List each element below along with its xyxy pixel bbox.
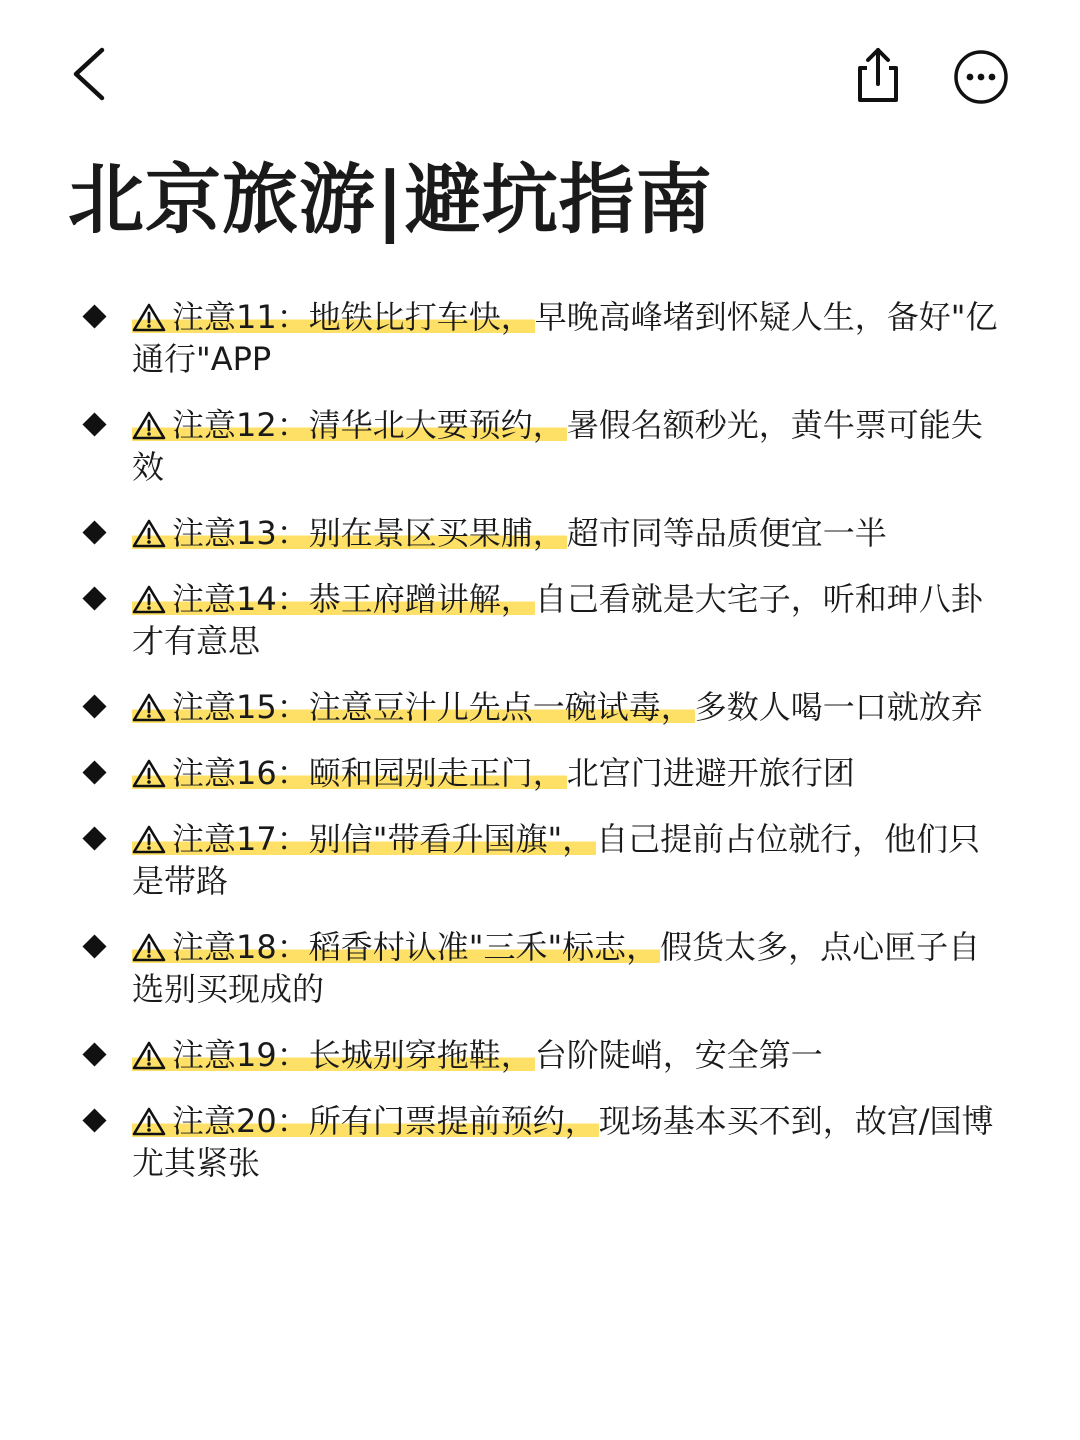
- tip-label: 注意17：别信"带看升国旗"，: [172, 820, 595, 858]
- tip-description: 多数人喝一口就放弃: [694, 688, 983, 726]
- diamond-bullet-icon: [82, 934, 106, 958]
- tip-label: 注意18：稻香村认准"三禾"标志，: [172, 928, 659, 966]
- tip-description: 早晚高峰堵到怀疑人生，备好"亿通行"APP: [132, 298, 998, 378]
- diamond-bullet-icon: [82, 1108, 106, 1132]
- tip-label: 注意14：恭王府蹭讲解，: [172, 580, 533, 618]
- tip-label: 注意12：清华北大要预约，: [172, 406, 565, 444]
- tip-label: 注意19：长城别穿拖鞋，: [172, 1036, 533, 1074]
- list-item: [80, 926, 1010, 1010]
- warning-icon: [132, 930, 166, 960]
- tip-highlight: [132, 514, 567, 552]
- tip-highlight: [132, 688, 695, 726]
- diamond-bullet-icon: [82, 304, 106, 328]
- page-title: 北京旅游|避坑指南: [68, 155, 713, 244]
- tip-highlight: [132, 1102, 599, 1140]
- tip-label: 注意20：所有门票提前预约，: [172, 1102, 597, 1140]
- tip-description: 台阶陡峭，安全第一: [534, 1036, 823, 1074]
- list-item: [80, 1100, 1010, 1184]
- warning-icon: [132, 690, 166, 720]
- tip-label: 注意16：颐和园别走正门，: [172, 754, 565, 792]
- share-icon: [848, 42, 908, 106]
- top-bar: [0, 0, 1080, 150]
- tip-highlight: [132, 298, 535, 336]
- diamond-bullet-icon: [82, 760, 106, 784]
- tip-description: 超市同等品质便宜一半: [566, 514, 887, 552]
- diamond-bullet-icon: [82, 586, 106, 610]
- tip-description: 假货太多，点心匣子自选别买现成的: [132, 928, 981, 1008]
- more-button[interactable]: [952, 48, 1010, 106]
- warning-icon: [132, 1104, 166, 1134]
- tip-description: 自己看就是大宅子，听和珅八卦才有意思: [132, 580, 983, 660]
- warning-icon: [132, 1038, 166, 1068]
- tip-label: 注意11：地铁比打车快，: [172, 298, 533, 336]
- tip-highlight: [132, 1036, 535, 1074]
- warning-icon: [132, 756, 166, 786]
- list-item: [80, 818, 1010, 902]
- tip-label: 注意15：注意豆汁儿先点一碗试毒，: [172, 688, 693, 726]
- list-item: [80, 686, 1010, 728]
- diamond-bullet-icon: [82, 520, 106, 544]
- tip-description: 暑假名额秒光，黄牛票可能失效: [132, 406, 983, 486]
- list-item: [80, 404, 1010, 488]
- tip-highlight: [132, 580, 535, 618]
- list-item: [80, 1034, 1010, 1076]
- warning-icon: [132, 408, 166, 438]
- tips-list: [80, 296, 1010, 1208]
- share-button[interactable]: [848, 42, 908, 106]
- list-item: [80, 512, 1010, 554]
- diamond-bullet-icon: [82, 826, 106, 850]
- warning-icon: [132, 582, 166, 612]
- tip-description: 自己提前占位就行，他们只是带路: [132, 820, 981, 900]
- tip-description: 现场基本买不到，故宫/国博尤其紧张: [132, 1102, 994, 1182]
- back-button[interactable]: [62, 44, 122, 104]
- list-item: [80, 296, 1010, 380]
- tip-highlight: [132, 406, 567, 444]
- list-item: [80, 578, 1010, 662]
- tip-highlight: [132, 820, 596, 858]
- diamond-bullet-icon: [82, 694, 106, 718]
- chevron-left-icon: [62, 44, 122, 104]
- list-item: [80, 752, 1010, 794]
- warning-icon: [132, 822, 166, 852]
- tip-label: 注意13：别在景区买果脯，: [172, 514, 565, 552]
- diamond-bullet-icon: [82, 1042, 106, 1066]
- more-horizontal-icon: [952, 48, 1010, 106]
- diamond-bullet-icon: [82, 412, 106, 436]
- warning-icon: [132, 300, 166, 330]
- tip-highlight: [132, 928, 660, 966]
- warning-icon: [132, 516, 166, 546]
- tip-highlight: [132, 754, 567, 792]
- tip-description: 北宫门进避开旅行团: [566, 754, 855, 792]
